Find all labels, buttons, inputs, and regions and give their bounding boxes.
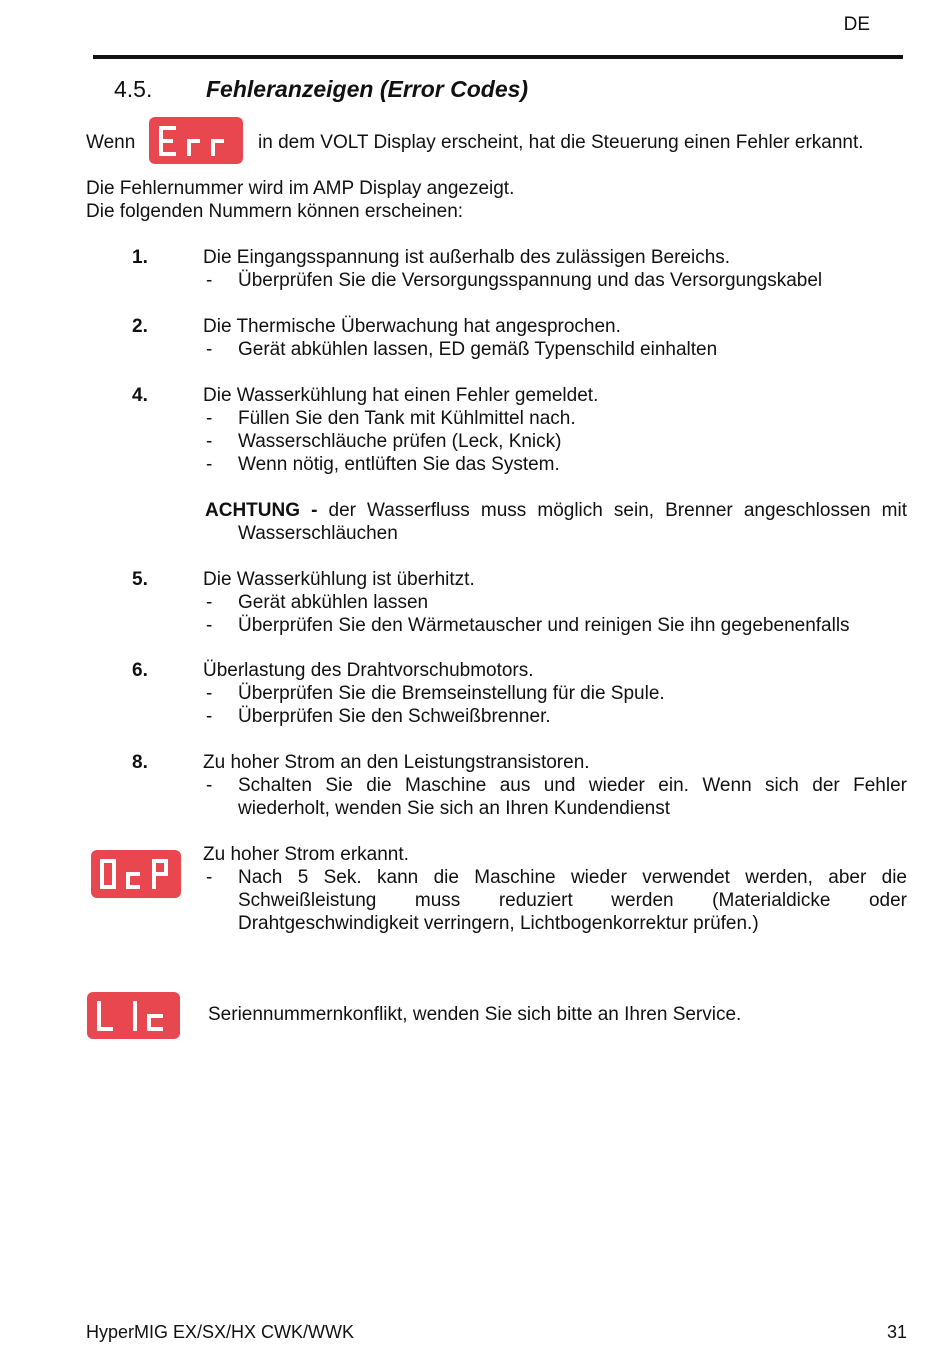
bullet-dash: - bbox=[206, 454, 213, 475]
bullet-dash: - bbox=[206, 339, 213, 360]
error-number: 1. bbox=[132, 247, 148, 268]
warning-text-cont: Wasserschläuchen bbox=[238, 523, 398, 544]
error-number: 5. bbox=[132, 569, 148, 590]
intro-line-3: Die folgenden Nummern können erscheinen: bbox=[86, 201, 464, 222]
bullet-dash: - bbox=[206, 615, 213, 636]
language-code: DE bbox=[843, 14, 870, 35]
error-number: 8. bbox=[132, 752, 148, 773]
bullet-dash: - bbox=[206, 706, 213, 727]
error-number: 2. bbox=[132, 316, 148, 337]
ocp-description: Zu hoher Strom erkannt. bbox=[203, 844, 409, 865]
error-number: 6. bbox=[132, 660, 148, 681]
remedy-item: Schalten Sie die Maschine aus und wieder ein. Wenn sich der Fehler bbox=[238, 775, 907, 796]
remedy-item: Wasserschläuche prüfen (Leck, Knick) bbox=[238, 431, 562, 452]
error-description: Zu hoher Strom an den Leistungstransistoren. bbox=[203, 752, 590, 773]
bullet-dash: - bbox=[206, 775, 213, 796]
warning-text: der Wasserfluss muss möglich sein, Brenner angeschlossen mit bbox=[328, 500, 907, 521]
remedy-item: Überprüfen Sie den Wärmetauscher und reinigen Sie ihn gegebenenfalls bbox=[238, 615, 850, 636]
footer-model: HyperMIG EX/SX/HX CWK/WWK bbox=[86, 1322, 355, 1342]
lic-description: Seriennummernkonflikt, wenden Sie sich bitte an Ihren Service. bbox=[208, 1004, 742, 1025]
err-display-icon bbox=[149, 117, 243, 164]
bullet-dash: - bbox=[206, 408, 213, 429]
error-description: Die Eingangsspannung ist außerhalb des zulässigen Bereichs. bbox=[203, 247, 731, 268]
ocp-line: Schweißleistung muss reduziert werden (Materialdicke oder bbox=[238, 890, 907, 911]
intro-wenn: Wenn bbox=[86, 132, 136, 153]
bullet-dash: - bbox=[206, 270, 213, 291]
warning-note bbox=[205, 499, 907, 522]
error-description: Die Wasserkühlung hat einen Fehler gemeldet. bbox=[203, 385, 599, 406]
intro-sentence: in dem VOLT Display erscheint, hat die Steuerung einen Fehler erkannt. bbox=[258, 132, 864, 153]
remedy-item: Überprüfen Sie den Schweißbrenner. bbox=[238, 706, 551, 727]
ocp-line: Nach 5 Sek. kann die Maschine wieder verwendet werden, aber die bbox=[238, 867, 907, 888]
bullet-dash: - bbox=[206, 867, 213, 888]
bullet-dash: - bbox=[206, 431, 213, 452]
page-number: 31 bbox=[886, 1322, 907, 1342]
lic-display-icon bbox=[87, 992, 180, 1039]
ocp-display-icon bbox=[91, 850, 181, 898]
ocp-line: Drahtgeschwindigkeit verringern, Lichtbogenkorrektur prüfen.) bbox=[238, 913, 759, 934]
section-title: Fehleranzeigen (Error Codes) bbox=[206, 76, 529, 102]
error-number: 4. bbox=[132, 385, 148, 406]
error-description: Überlastung des Drahtvorschubmotors. bbox=[203, 660, 534, 681]
remedy-item: Gerät abkühlen lassen, ED gemäß Typenschild einhalten bbox=[238, 339, 718, 360]
remedy-item: Gerät abkühlen lassen bbox=[238, 592, 429, 613]
header-rule bbox=[93, 55, 903, 59]
remedy-item: Wenn nötig, entlüften Sie das System. bbox=[238, 454, 560, 475]
bullet-dash: - bbox=[206, 592, 213, 613]
bullet-dash: - bbox=[206, 683, 213, 704]
remedy-item: Überprüfen Sie die Bremseinstellung für die Spule. bbox=[238, 683, 665, 704]
intro-line-2: Die Fehlernummer wird im AMP Display angezeigt. bbox=[86, 178, 515, 199]
remedy-item: Füllen Sie den Tank mit Kühlmittel nach. bbox=[238, 408, 576, 429]
error-description: Die Thermische Überwachung hat angesprochen. bbox=[203, 316, 621, 337]
error-description: Die Wasserkühlung ist überhitzt. bbox=[203, 569, 475, 590]
remedy-item: wiederholt, wenden Sie sich an Ihren Kundendienst bbox=[238, 798, 671, 819]
warning-label: ACHTUNG - bbox=[205, 500, 318, 521]
section-number: 4.5. bbox=[114, 76, 153, 102]
remedy-item: Überprüfen Sie die Versorgungsspannung und das Versorgungskabel bbox=[238, 270, 823, 291]
